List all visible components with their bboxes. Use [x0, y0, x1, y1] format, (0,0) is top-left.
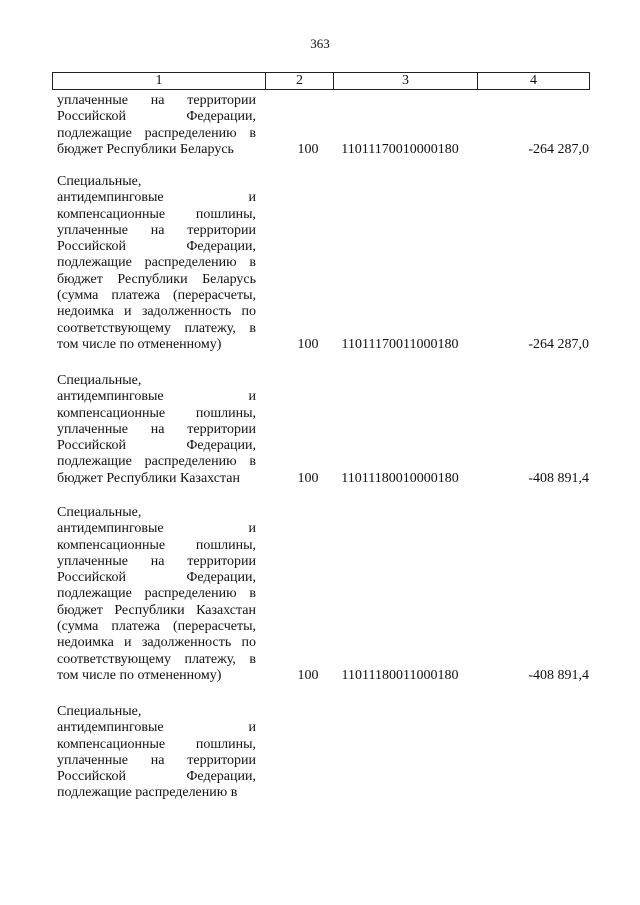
description-line: бюджет Республики Казахстан [57, 470, 240, 486]
row-description [57, 93, 256, 158]
description-line: Российской Федерации, [57, 109, 256, 125]
row-code: 100 [297, 141, 319, 157]
description-line: подлежащие распределению в [57, 454, 256, 470]
description-line: антидемпинговые и [57, 389, 256, 405]
header-col-4: 4 [477, 73, 589, 89]
table-header [52, 72, 590, 90]
description-line: уплаченные на территории [57, 93, 256, 108]
row-kbk: 11011180011000180 [341, 668, 459, 683]
header-col-2: 2 [265, 73, 333, 89]
description-line: подлежащие распределению в [57, 125, 256, 141]
row-description [57, 174, 256, 353]
description-line: антидемпинговые и [57, 190, 256, 206]
row-amount: -264 287,0 [528, 141, 589, 157]
description-line: подлежащие распределению в [57, 785, 238, 801]
description-line: антидемпинговые и [57, 521, 256, 537]
description-line: компенсационные пошлины, [57, 206, 256, 222]
row-amount: -408 891,4 [528, 470, 589, 486]
description-line: Специальные, [57, 704, 142, 719]
description-line: антидемпинговые и [57, 720, 256, 736]
header-col-3: 3 [333, 73, 477, 89]
description-line: недоимка и задолженность по [57, 304, 256, 320]
row-code: 100 [297, 470, 319, 486]
description-line: подлежащие распределению в [57, 586, 256, 602]
header-col-1: 1 [155, 73, 163, 88]
row-code: 100 [297, 337, 319, 352]
description-line: компенсационные пошлины, [57, 405, 256, 421]
page-number: 363 [310, 36, 330, 51]
description-line: Специальные, [57, 505, 142, 520]
description-line: уплаченные на территории [57, 421, 256, 437]
description-line: бюджет Республики Беларусь [57, 271, 256, 287]
description-line: Российской Федерации, [57, 570, 256, 586]
description-line: Российской Федерации, [57, 769, 256, 785]
description-line: (сумма платежа (перерасчеты, [57, 619, 256, 635]
row-kbk: 11011170010000180 [341, 141, 459, 157]
description-line: Специальные, [57, 174, 142, 189]
description-line: уплаченные на территории [57, 222, 256, 238]
row-kbk: 11011180010000180 [341, 470, 459, 486]
description-line: (сумма платежа (перерасчеты, [57, 288, 256, 304]
description-line: том числе по отмененному) [57, 336, 222, 352]
description-line: компенсационные пошлины, [57, 537, 256, 553]
description-line: бюджет Республики Беларусь [57, 141, 234, 157]
row-code: 100 [297, 668, 319, 683]
row-description [57, 505, 256, 684]
description-line: уплаченные на территории [57, 752, 256, 768]
description-line: соответствующему платежу, в [57, 651, 256, 667]
row-amount: -264 287,0 [528, 337, 589, 352]
row-description [57, 373, 256, 487]
description-line: компенсационные пошлины, [57, 736, 256, 752]
description-line: Российской Федерации, [57, 438, 256, 454]
row-kbk: 11011170011000180 [341, 337, 459, 352]
description-line: недоимка и задолженность по [57, 635, 256, 651]
description-line: бюджет Республики Казахстан [57, 602, 256, 618]
description-line: том числе по отмененному) [57, 667, 222, 683]
row-amount: -408 891,4 [528, 668, 589, 683]
description-line: соответствующему платежу, в [57, 320, 256, 336]
description-line: уплаченные на территории [57, 553, 256, 569]
row-description [57, 704, 256, 802]
description-line: подлежащие распределению в [57, 255, 256, 271]
description-line: Специальные, [57, 373, 142, 388]
description-line: Российской Федерации, [57, 239, 256, 255]
